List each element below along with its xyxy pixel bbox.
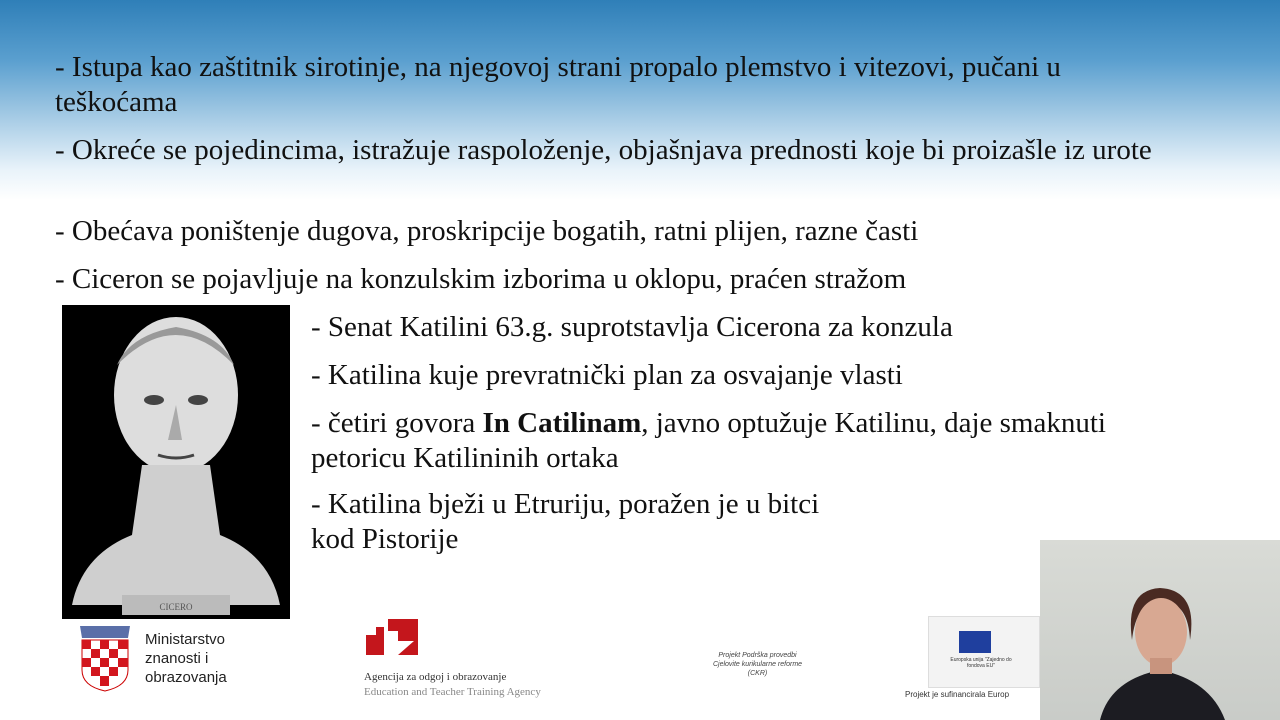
side-bullet-2: - Katilina kuje prevratnički plan za osvajanje vlasti (311, 359, 903, 391)
text: Agencija za odgoj i obrazovanje (364, 671, 507, 683)
text: Education and Teacher Training Agency (364, 686, 541, 698)
text: Ministarstvo (145, 631, 226, 648)
bullet-3: - Obećava poništenje dugova, proskripcije bogatih, ratni plijen, razne časti (55, 215, 919, 247)
bullet-2: - Okreće se pojedincima, istražuje raspoloženje, objašnjava prednosti koje bi proizašle iz urote (55, 134, 1152, 166)
text: , javno optužuje Katilinu, daje smaknuti petoricu Katilininih ortaka (311, 407, 1106, 474)
bust-caption: CICERO (159, 602, 193, 612)
bold-title: In Catilinam (482, 407, 642, 439)
eu-caption: Europska unija "Zajedno do fondova EU" (950, 657, 1012, 669)
text: Projekt Podrška provedbi (718, 652, 797, 659)
cicero-bust-image (62, 305, 290, 619)
side-bullet-4: - Katilina bježi u Etruriju, poražen je u bitci kod Pistorije (311, 488, 820, 555)
presenter-webcam (1040, 540, 1280, 720)
eu-flag-icon (959, 631, 991, 653)
text: Cjelovite kurikularne reforme (712, 661, 803, 668)
side-bullet-1: - Senat Katilini 63.g. suprotstavlja Cicerona za konzula (311, 311, 953, 343)
text: znanosti i (145, 650, 209, 667)
text: (CKR) (747, 670, 768, 677)
croatian-coat-of-arms-logo (76, 622, 134, 697)
agency-name (364, 670, 541, 700)
bullet-4: - Ciceron se pojavljuje na konzulskim izborima u oklopu, praćen stražom (55, 263, 907, 295)
eu-logo-banner (928, 616, 1040, 688)
eu-cofinancing-text: Projekt je sufinancirala Europ (905, 690, 1010, 699)
bullet-1: - Istupa kao zaštitnik sirotinje, na njegovoj strani propalo plemstvo i vitezovi, pučani u teškoćama (55, 51, 1061, 118)
ckr-project-text (690, 651, 825, 678)
side-bullet-3 (311, 406, 1151, 476)
text: obrazovanja (145, 669, 227, 686)
ministry-name (145, 630, 227, 687)
azoo-logo (364, 617, 420, 662)
text: - četiri govora (311, 407, 483, 439)
